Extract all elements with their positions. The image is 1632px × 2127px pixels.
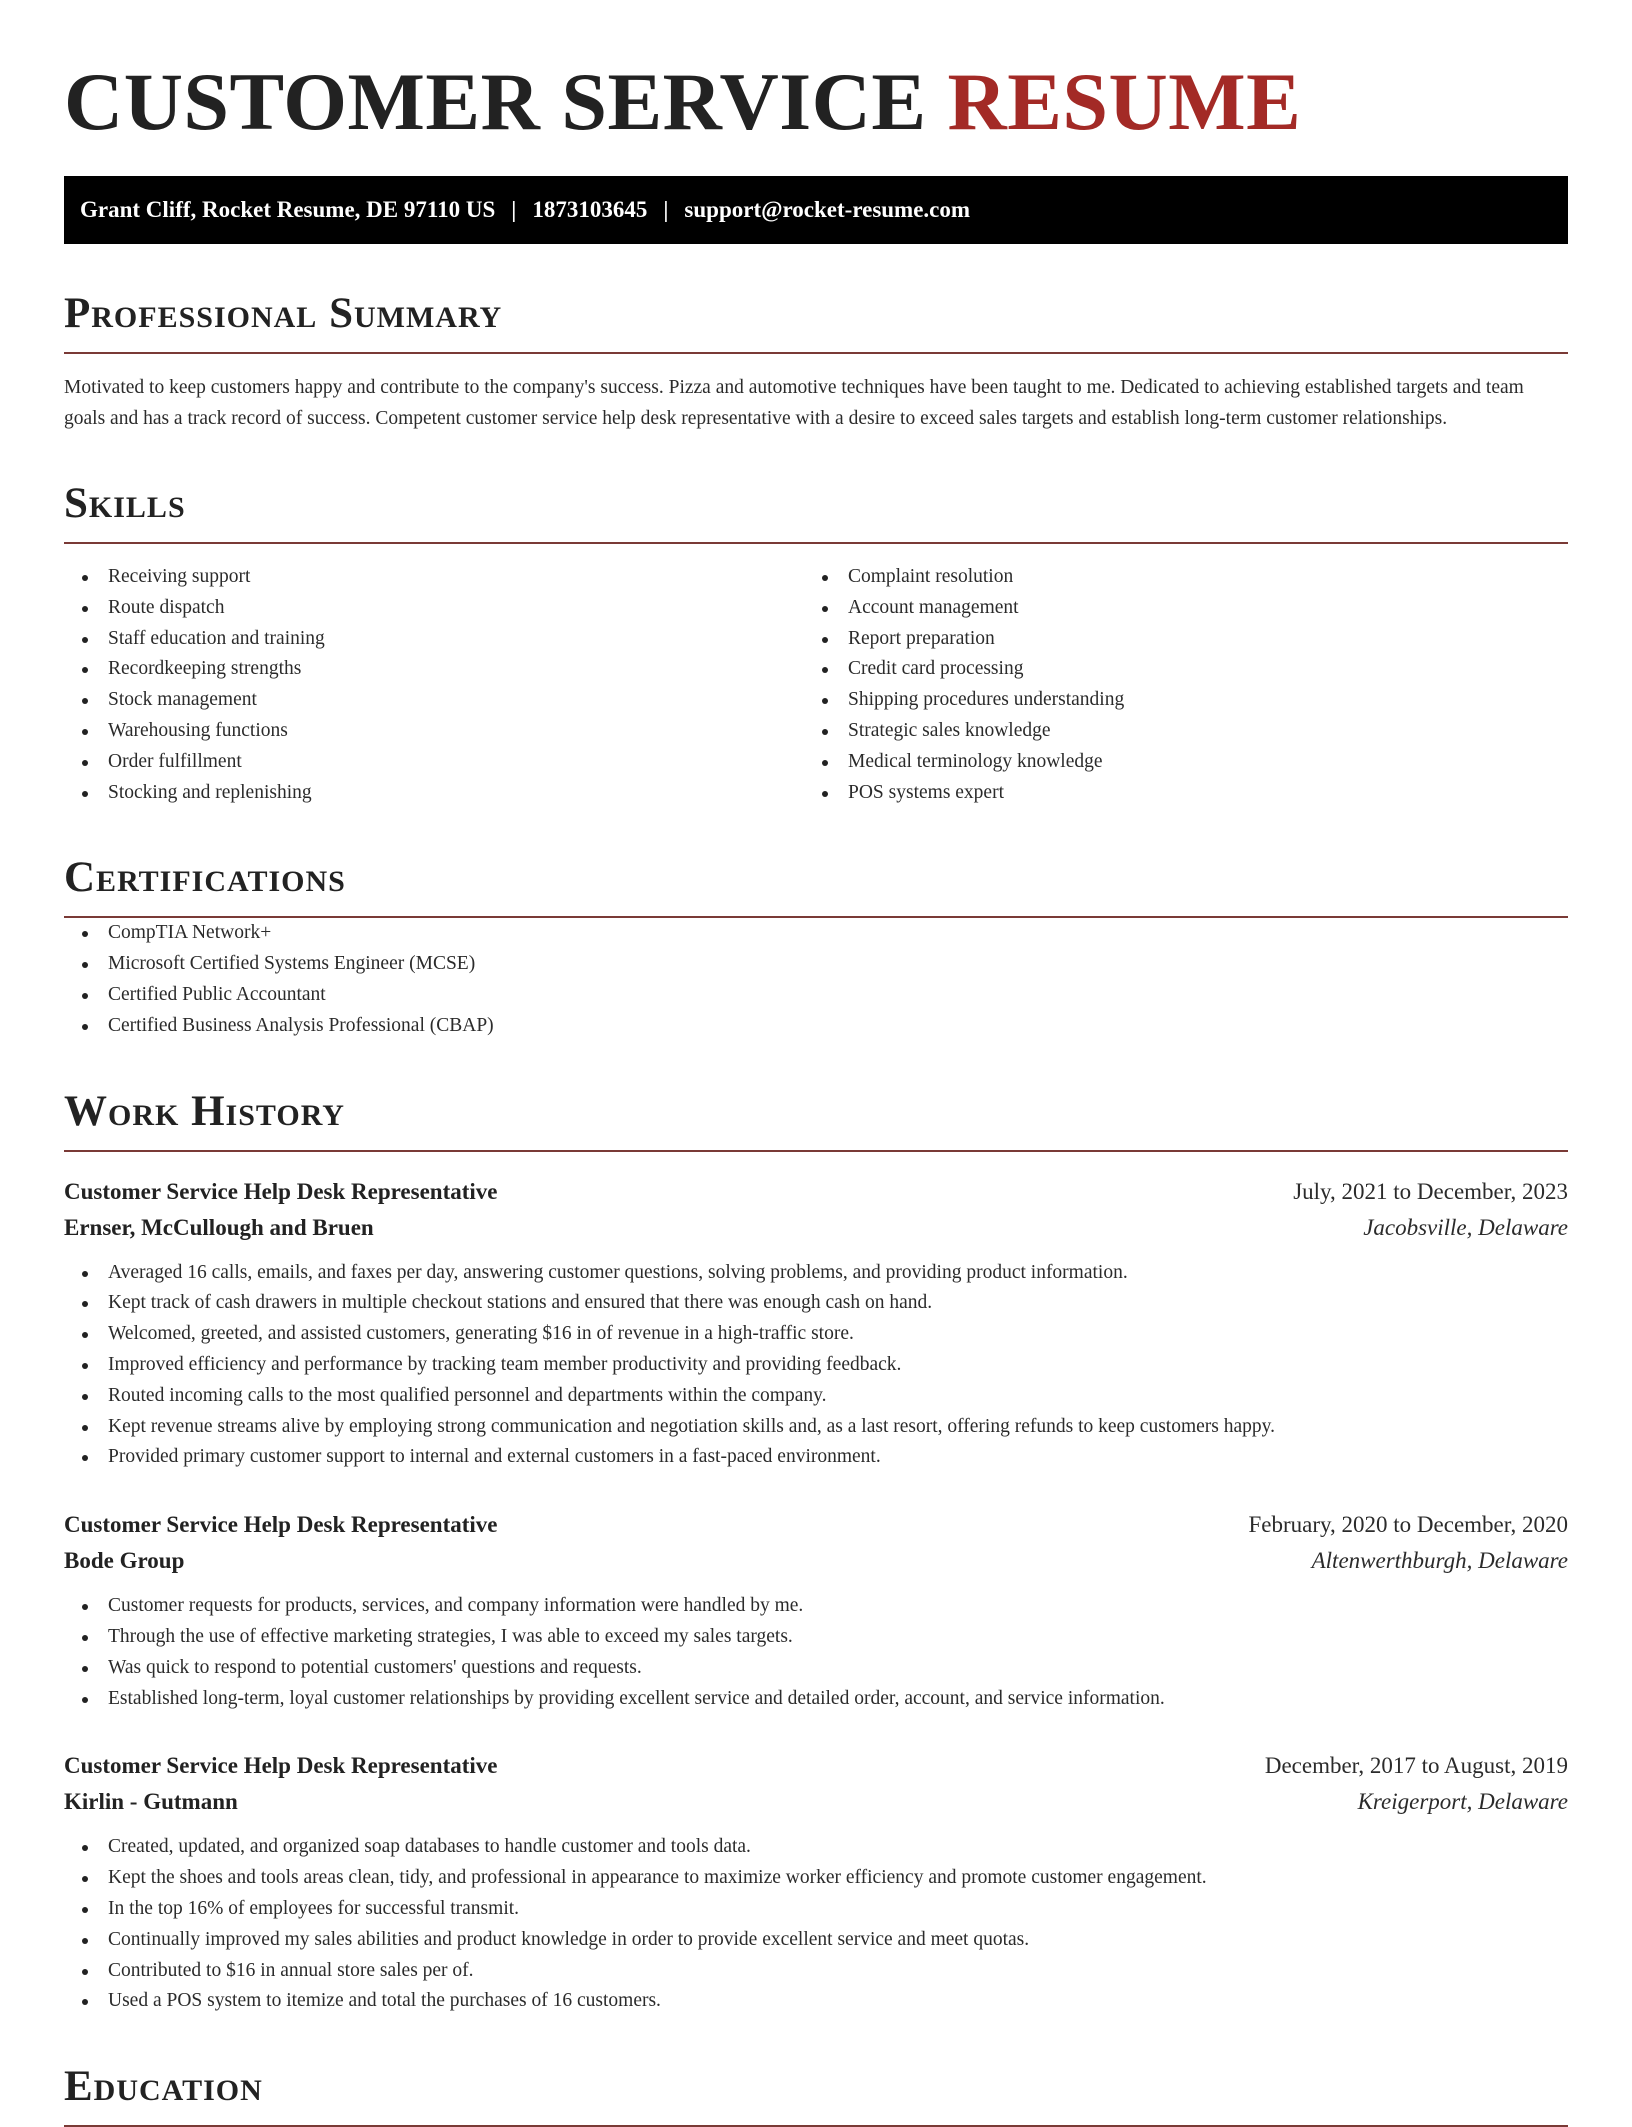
job-company: Bode Group bbox=[64, 1548, 185, 1574]
job-bullet: Contributed to $16 in annual store sales per of. bbox=[64, 1956, 1568, 1987]
skill-item: Recordkeeping strengths bbox=[64, 654, 804, 685]
contact-email: support@rocket-resume.com bbox=[684, 197, 971, 222]
job-title-row bbox=[64, 1507, 1568, 1543]
certifications-heading: Certifications bbox=[64, 852, 1568, 918]
skill-item: Strategic sales knowledge bbox=[804, 716, 1544, 747]
job-bullet: Through the use of effective marketing strategies, I was able to exceed my sales targets. bbox=[64, 1622, 1568, 1653]
skill-item: POS systems expert bbox=[804, 778, 1544, 809]
job-bullet: Established long-term, loyal customer relationships by providing excellent service and detailed order, account, and service information. bbox=[64, 1684, 1568, 1715]
summary-heading: Professional Summary bbox=[64, 288, 1568, 354]
job-title-row bbox=[64, 1174, 1568, 1210]
skill-item: Report preparation bbox=[804, 624, 1544, 655]
skill-item: Route dispatch bbox=[64, 593, 804, 624]
resume-title bbox=[64, 52, 1568, 152]
summary-text: Motivated to keep customers happy and contribute to the company's success. Pizza and automotive techniques have been taught to me. Dedicated to achieving established targets and team goals and has a track record of success. Competent customer service help desk representative with a desire to exceed sales targets and establish long-term customer relationships. bbox=[64, 377, 1524, 429]
skills-left-list bbox=[64, 562, 804, 808]
certifications-section bbox=[64, 852, 1568, 1041]
job-title: Customer Service Help Desk Representative bbox=[64, 1512, 498, 1538]
certification-item: CompTIA Network+ bbox=[64, 918, 1568, 949]
job-bullet: Improved efficiency and performance by tracking team member productivity and providing feedback. bbox=[64, 1350, 1568, 1381]
job-bullet: In the top 16% of employees for successful transmit. bbox=[64, 1894, 1568, 1925]
skill-item: Stocking and replenishing bbox=[64, 778, 804, 809]
job-bullet: Was quick to respond to potential customers' questions and requests. bbox=[64, 1653, 1568, 1684]
job-bullet: Customer requests for products, services, and company information were handled by me. bbox=[64, 1591, 1568, 1622]
job-bullet: Averaged 16 calls, emails, and faxes per day, answering customer questions, solving problems, and providing product information. bbox=[64, 1258, 1568, 1289]
job-location: Altenwerthburgh, Delaware bbox=[1311, 1548, 1568, 1574]
job-title-row bbox=[64, 1748, 1568, 1784]
job-dates: February, 2020 to December, 2020 bbox=[1248, 1512, 1568, 1538]
job-entry bbox=[64, 1507, 1568, 1714]
education-section bbox=[64, 2061, 1568, 2127]
job-bullet: Kept the shoes and tools areas clean, tidy, and professional in appearance to maximize worker efficiency and promote customer engagement. bbox=[64, 1863, 1568, 1894]
job-company-row bbox=[64, 1784, 1568, 1820]
certification-item: Microsoft Certified Systems Engineer (MCSE) bbox=[64, 949, 1568, 980]
contact-bar bbox=[64, 176, 1568, 244]
skill-item: Credit card processing bbox=[804, 654, 1544, 685]
title-accent: RESUME bbox=[947, 56, 1302, 147]
skill-item: Shipping procedures understanding bbox=[804, 685, 1544, 716]
job-bullet: Kept revenue streams alive by employing strong communication and negotiation skills and, as a last resort, offering refunds to keep customers happy. bbox=[64, 1412, 1568, 1443]
job-dates: July, 2021 to December, 2023 bbox=[1293, 1178, 1568, 1204]
contact-separator: | bbox=[663, 197, 669, 222]
job-bullets bbox=[64, 1591, 1568, 1714]
contact-phone: 1873103645 bbox=[532, 197, 648, 222]
contact-separator: | bbox=[511, 197, 517, 222]
skill-item: Staff education and training bbox=[64, 624, 804, 655]
job-company: Ernser, McCullough and Bruen bbox=[64, 1214, 374, 1240]
skill-item: Order fulfillment bbox=[64, 747, 804, 778]
job-location: Kreigerport, Delaware bbox=[1357, 1789, 1568, 1815]
job-bullet: Provided primary customer support to internal and external customers in a fast-paced environment. bbox=[64, 1442, 1568, 1473]
job-company-row bbox=[64, 1210, 1568, 1246]
job-bullets bbox=[64, 1258, 1568, 1474]
education-heading: Education bbox=[64, 2061, 1568, 2127]
skill-item: Account management bbox=[804, 593, 1544, 624]
job-entry bbox=[64, 1748, 1568, 2017]
job-company: Kirlin - Gutmann bbox=[64, 1789, 238, 1815]
skill-item: Complaint resolution bbox=[804, 562, 1544, 593]
job-entry bbox=[64, 1174, 1568, 1474]
certification-item: Certified Public Accountant bbox=[64, 980, 1568, 1011]
job-bullet: Kept track of cash drawers in multiple checkout stations and ensured that there was enough cash on hand. bbox=[64, 1288, 1568, 1319]
job-bullet: Used a POS system to itemize and total the purchases of 16 customers. bbox=[64, 1986, 1568, 2017]
job-bullets bbox=[64, 1832, 1568, 2017]
contact-address: Grant Cliff, Rocket Resume, DE 97110 US bbox=[80, 197, 496, 222]
work-heading: Work History bbox=[64, 1086, 1568, 1152]
summary-section bbox=[64, 288, 1568, 434]
skills-section bbox=[64, 478, 1568, 808]
job-location: Jacobsville, Delaware bbox=[1363, 1214, 1568, 1240]
certification-item: Certified Business Analysis Professional (CBAP) bbox=[64, 1011, 1568, 1042]
job-title: Customer Service Help Desk Representative bbox=[64, 1178, 498, 1204]
job-bullet: Created, updated, and organized soap databases to handle customer and tools data. bbox=[64, 1832, 1568, 1863]
job-title: Customer Service Help Desk Representative bbox=[64, 1753, 498, 1779]
certifications-list bbox=[64, 918, 1568, 1041]
skills-grid bbox=[64, 562, 1568, 808]
skill-item: Medical terminology knowledge bbox=[804, 747, 1544, 778]
job-dates: December, 2017 to August, 2019 bbox=[1264, 1753, 1568, 1779]
skill-item: Stock management bbox=[64, 685, 804, 716]
title-main: CUSTOMER SERVICE bbox=[64, 56, 927, 147]
job-company-row bbox=[64, 1543, 1568, 1579]
job-bullet: Continually improved my sales abilities and product knowledge in order to provide excellent service and meet quotas. bbox=[64, 1925, 1568, 1956]
job-bullet: Routed incoming calls to the most qualified personnel and departments within the company. bbox=[64, 1381, 1568, 1412]
skills-right-list bbox=[804, 562, 1544, 808]
skills-heading: Skills bbox=[64, 478, 1568, 544]
jobs-container bbox=[64, 1174, 1568, 2018]
job-bullet: Welcomed, greeted, and assisted customers, generating $16 in of revenue in a high-traffic store. bbox=[64, 1319, 1568, 1350]
work-section bbox=[64, 1086, 1568, 2018]
skill-item: Warehousing functions bbox=[64, 716, 804, 747]
skill-item: Receiving support bbox=[64, 562, 804, 593]
